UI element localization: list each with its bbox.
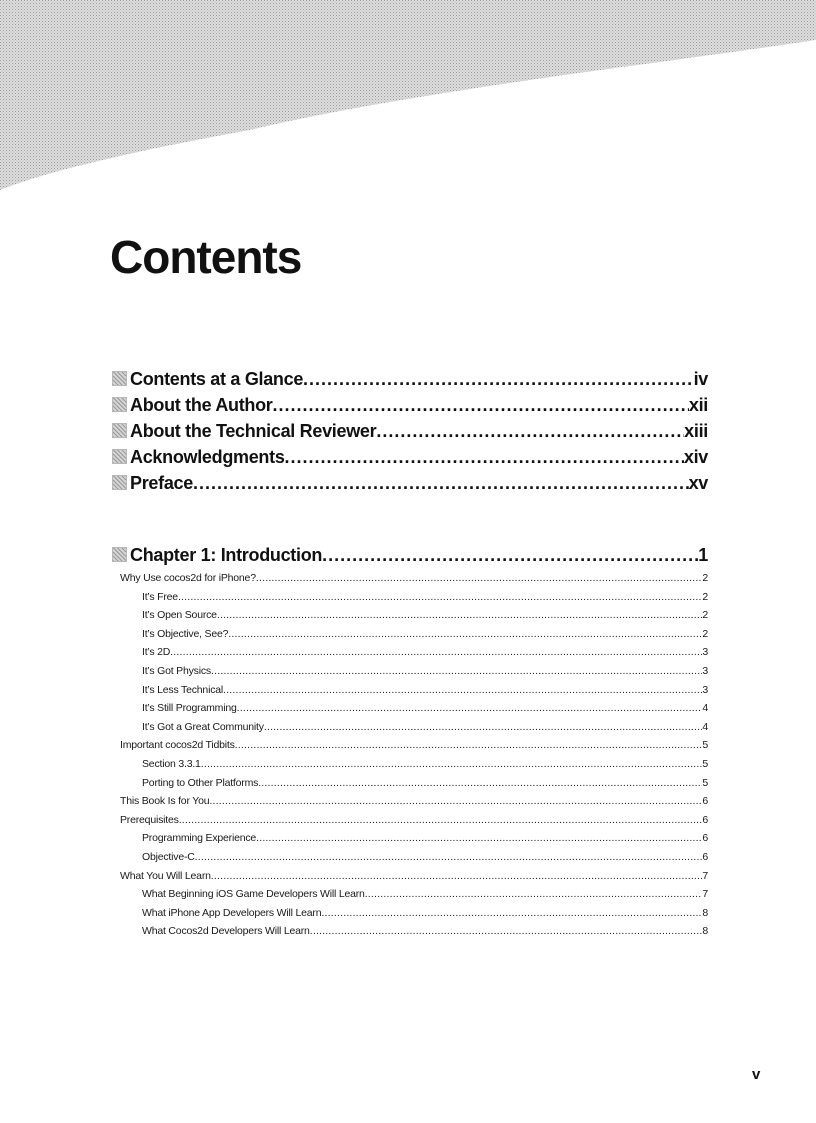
dot-leader (179, 811, 703, 830)
toc-subsection[interactable] (112, 829, 708, 848)
toc-section-page: 8 (702, 906, 708, 919)
dot-leader (285, 444, 684, 470)
toc-section-label: Porting to Other Platforms (142, 776, 259, 789)
toc-section-page: 6 (702, 795, 708, 808)
toc-entry-about-the-author[interactable] (112, 392, 708, 418)
dot-leader (237, 699, 703, 718)
toc-entry-label: Chapter 1: Introduction (130, 545, 323, 565)
toc-section[interactable] (112, 811, 708, 830)
toc-section-label: Prerequisites (120, 813, 179, 826)
toc-bullet-icon (112, 547, 127, 562)
toc-subsection[interactable] (112, 681, 708, 700)
toc-section-page: 5 (702, 776, 708, 789)
dot-leader (193, 470, 689, 496)
toc-subsection[interactable] (112, 588, 708, 607)
dot-leader (303, 366, 694, 392)
toc-entry-page: xiii (684, 421, 708, 441)
chapter-1-toc (112, 541, 708, 941)
toc-section-label: It’s Free (142, 590, 178, 603)
toc-subsection[interactable] (112, 625, 708, 644)
toc-entry-label: About the Author (130, 395, 273, 415)
toc-bullet-icon (112, 371, 127, 386)
toc-entry-page: iv (693, 369, 708, 389)
dot-leader (178, 588, 702, 607)
dot-leader (235, 736, 703, 755)
toc-bullet-icon (112, 449, 127, 464)
toc-section-page: 6 (702, 850, 708, 863)
dot-leader (273, 392, 689, 418)
toc-section-page: 5 (702, 757, 708, 770)
toc-section-page: 4 (702, 702, 708, 715)
toc-section-page: 2 (702, 627, 708, 640)
dot-leader (256, 829, 702, 848)
toc-bullet-icon (112, 475, 127, 490)
toc-entry-page: xv (688, 473, 708, 493)
toc-entry-label: Acknowledgments (130, 447, 285, 467)
dot-leader (217, 606, 703, 625)
toc-subsection[interactable] (112, 848, 708, 867)
toc-section-label: Programming Experience (142, 832, 257, 845)
dot-leader (228, 625, 702, 644)
header-band (0, 0, 816, 200)
toc-entry-preface[interactable] (112, 470, 708, 496)
toc-entry-about-the-technical-reviewer[interactable] (112, 418, 708, 444)
toc-section-label: Why Use cocos2d for iPhone? (120, 572, 256, 584)
page-title: Contents (110, 231, 302, 283)
toc-entry-acknowledgments[interactable] (112, 444, 708, 470)
toc-section-page: 4 (702, 720, 708, 733)
toc-section[interactable] (112, 792, 708, 811)
dot-leader (322, 541, 698, 569)
toc-section-page: 3 (702, 683, 708, 696)
toc-section-page: 6 (702, 813, 708, 826)
toc-section-label: It’s Less Technical (142, 683, 224, 696)
toc-section-page: 5 (702, 739, 708, 752)
toc-section-page: 2 (702, 609, 708, 622)
dot-leader (223, 681, 702, 700)
toc-subsection[interactable] (112, 662, 708, 681)
toc-entry-label: About the Technical Reviewer (130, 421, 377, 441)
dot-leader (365, 885, 703, 904)
toc-subsection[interactable] (112, 885, 708, 904)
page-number: v (752, 1066, 761, 1083)
toc-section[interactable] (112, 736, 708, 755)
toc-section-label: This Book Is for You (120, 795, 210, 808)
dot-leader (310, 922, 703, 941)
toc-section-label: It’s 2D (142, 646, 171, 659)
dot-leader (195, 848, 703, 867)
toc-section-label: What You Will Learn (120, 869, 211, 882)
dot-leader (256, 569, 703, 588)
toc-entry-page: xiv (683, 447, 708, 467)
toc-section-label: Objective-C (142, 850, 195, 863)
toc-subsection[interactable] (112, 718, 708, 737)
toc-subsection[interactable] (112, 643, 708, 662)
dot-leader (209, 792, 702, 811)
toc-subsection[interactable] (112, 774, 708, 793)
toc-section-label: It’s Got a Great Community (142, 720, 264, 733)
toc-section-label: It’s Open Source (142, 609, 217, 622)
toc-section-page: 3 (702, 646, 708, 659)
dot-leader (264, 718, 703, 737)
toc-entry-label: Contents at a Glance (130, 369, 304, 389)
toc-entry-label: Preface (130, 473, 193, 493)
toc-subsection[interactable] (112, 904, 708, 923)
toc-section-label: What iPhone App Developers Will Learn (142, 906, 322, 919)
toc-entry-page: xii (688, 395, 708, 415)
toc-bullet-icon (112, 397, 127, 412)
toc-section[interactable] (112, 569, 708, 588)
dot-leader (211, 662, 702, 681)
toc-section-page: 3 (702, 664, 708, 677)
toc-section-page: 2 (702, 572, 708, 584)
toc-section-label: What Cocos2d Developers Will Learn (142, 925, 310, 938)
toc-section-label: Section 3.3.1 (142, 757, 201, 770)
dot-leader (376, 418, 684, 444)
toc-section-label: It’s Got Physics (142, 664, 211, 677)
toc-entry-page: 1 (698, 545, 708, 565)
toc-section-page: 7 (702, 888, 708, 901)
toc-section-label: It’s Objective, See? (142, 627, 229, 640)
dot-leader (321, 904, 702, 923)
toc-section[interactable] (112, 867, 708, 886)
toc-subsection[interactable] (112, 699, 708, 718)
toc-section-label: Important cocos2d Tidbits (120, 739, 235, 752)
toc-entry-contents-at-a-glance[interactable] (112, 366, 708, 392)
dot-leader (201, 755, 703, 774)
toc-section-page: 6 (702, 832, 708, 845)
dot-leader (170, 643, 702, 662)
toc-section-page: 8 (702, 925, 708, 938)
toc-section-label: It’s Still Programming (142, 702, 237, 715)
toc-section-label: What Beginning iOS Game Developers Will Learn (142, 888, 365, 901)
toc-section-page: 7 (702, 869, 708, 882)
toc-entry-chapter-1[interactable] (112, 541, 708, 569)
toc-subsection[interactable] (112, 755, 708, 774)
toc-subsection[interactable] (112, 922, 708, 941)
dot-leader (211, 867, 703, 886)
front-matter-list (112, 366, 708, 496)
toc-bullet-icon (112, 423, 127, 438)
toc-section-page: 2 (702, 590, 708, 603)
toc-subsection[interactable] (112, 606, 708, 625)
dot-leader (258, 774, 702, 793)
